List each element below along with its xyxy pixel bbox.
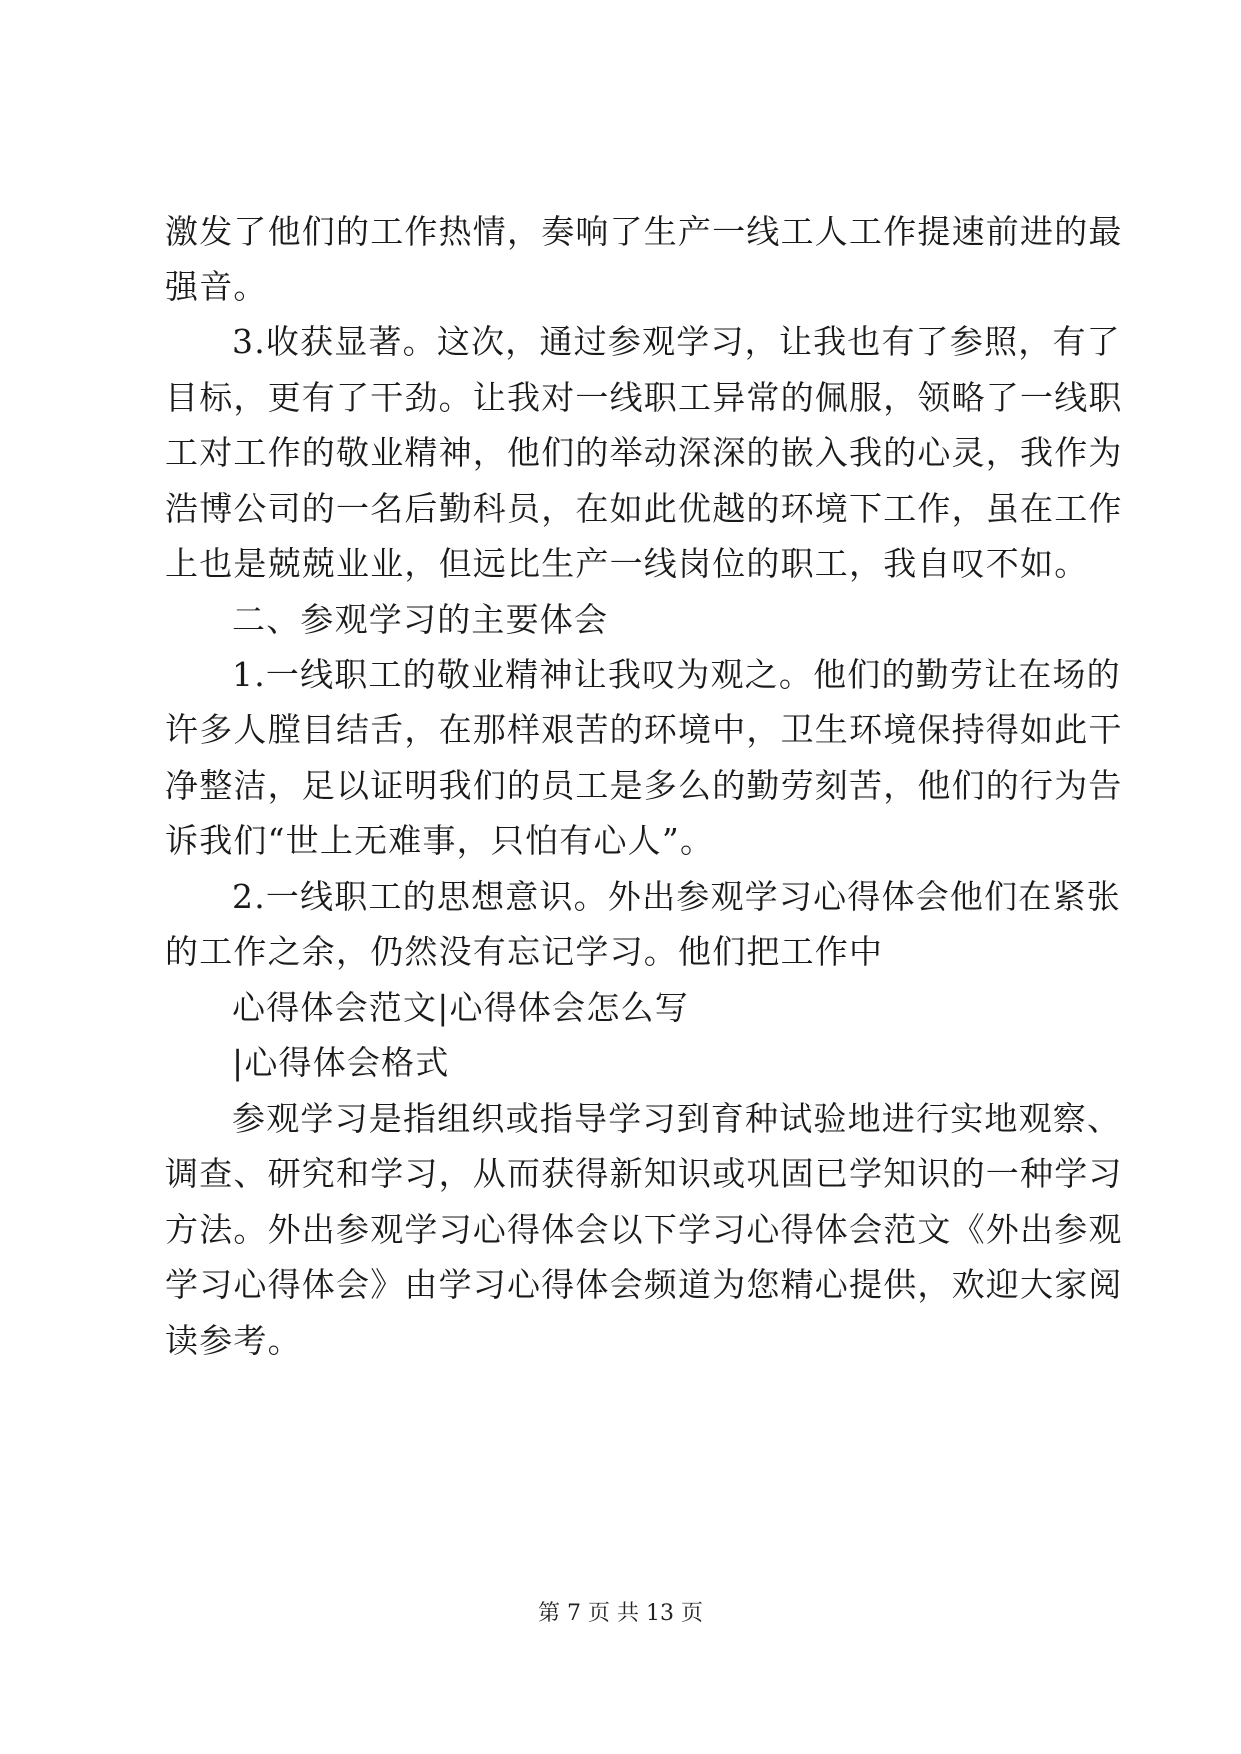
paragraph-line: 目标，更有了干劲。让我对一线职工异常的佩服，领略了一线职 xyxy=(165,378,1123,417)
paragraph-line: 学习心得体会》由学习心得体会频道为您精心提供，欢迎大家阅 xyxy=(165,1265,1123,1304)
paragraph-line: 诉我们“世上无难事，只怕有心人”。 xyxy=(165,821,715,860)
paragraph-line: 的工作之余，仍然没有忘记学习。他们把工作中 xyxy=(165,932,884,971)
paragraph-line: 净整洁，足以证明我们的员工是多么的勤劳刻苦，他们的行为告 xyxy=(165,766,1123,805)
paragraph-line: 1.一线职工的敬业精神让我叹为观之。他们的勤劳让在场的 xyxy=(232,655,1121,694)
paragraph-line: 2.一线职工的思想意识。外出参观学习心得体会他们在紧张 xyxy=(232,877,1121,916)
link-line: 心得体会范文|心得体会怎么写 xyxy=(232,988,689,1027)
paragraph-line: 强音。 xyxy=(165,267,268,306)
paragraph-line: 激发了他们的工作热情，奏响了生产一线工人工作提速前进的最 xyxy=(165,212,1123,251)
paragraph-line: 调查、研究和学习，从而获得新知识或巩固已学知识的一种学习 xyxy=(165,1154,1123,1193)
section-heading: 二、参观学习的主要体会 xyxy=(232,600,609,639)
paragraph-line: 3.收获显著。这次，通过参观学习，让我也有了参照，有了 xyxy=(232,322,1121,361)
page-number: 第 7 页 共 13 页 xyxy=(538,1601,703,1626)
paragraph-line: 许多人膛目结舌，在那样艰苦的环境中，卫生环境保持得如此干 xyxy=(165,710,1123,749)
link-line: |心得体会格式 xyxy=(232,1043,450,1082)
paragraph-line: 上也是兢兢业业，但远比生产一线岗位的职工，我自叹不如。 xyxy=(165,544,1089,583)
paragraph-line: 方法。外出参观学习心得体会以下学习心得体会范文《外出参观 xyxy=(165,1210,1123,1249)
paragraph-line: 浩博公司的一名后勤科员，在如此优越的环境下工作，虽在工作 xyxy=(165,489,1123,528)
paragraph-line: 读参考。 xyxy=(165,1321,302,1360)
paragraph-line: 参观学习是指组织或指导学习到育种试验地进行实地观察、 xyxy=(232,1099,1122,1138)
paragraph-line: 工对工作的敬业精神，他们的举动深深的嵌入我的心灵，我作为 xyxy=(165,433,1123,472)
